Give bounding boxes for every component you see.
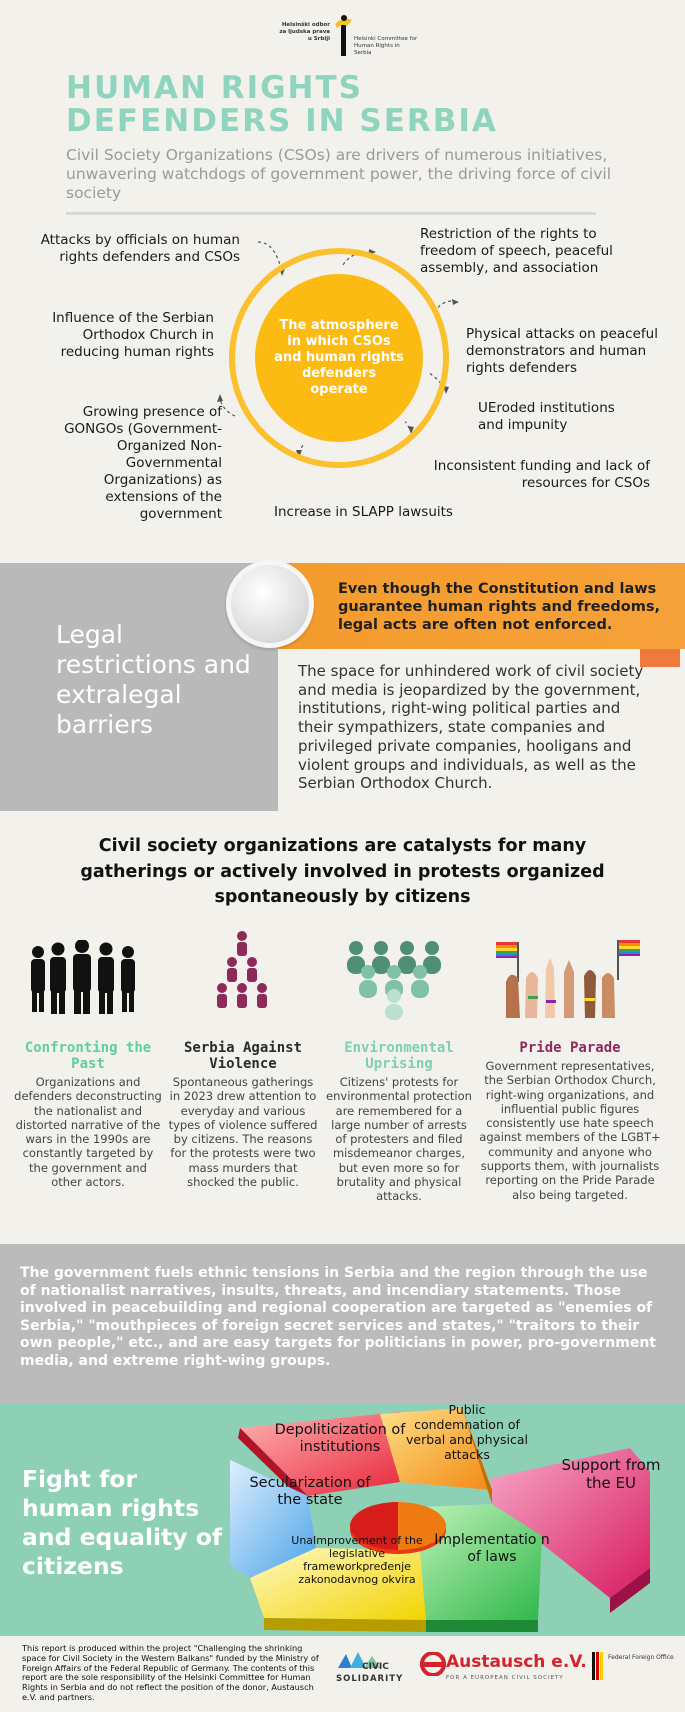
civic-solidarity-logo: [336, 1650, 406, 1696]
austausch-tagline: FOR A EUROPEAN CIVIL SOCIETY: [446, 1675, 564, 1681]
atmosphere-item-slapp: Increase in SLAPP lawsuits: [274, 504, 453, 520]
decorative-circle: [226, 560, 314, 648]
federal-foreign-office-logo: [592, 1648, 680, 1688]
ffo-label: Federal Foreign Office: [608, 1654, 674, 1661]
catalyst-heading: Pride Parade: [519, 1040, 621, 1056]
atmosphere-item-funding: Inconsistent funding and lack of resources for CSOs: [433, 458, 650, 491]
atmosphere-item-attacks-officials: Attacks by officials on human rights defenders and CSOs: [40, 232, 240, 265]
pride-hands-icon: [492, 938, 644, 1018]
divider: [66, 212, 596, 215]
solidarity-label: SOLIDARITY: [336, 1674, 404, 1684]
atmosphere-item-eroded-institutions: UEroded institutions and impunity: [478, 400, 615, 433]
logo-text-english: Helsinki Committee for Human Rights in Serbia: [354, 36, 418, 56]
footer-disclaimer: This report is produced within the project "Challenging the shrinking space for Civil Society in the Western Balkans" funded by the Ministry of Foreign Affairs of the Federal Republic of Germany. The contents of this report are the sole responsibility of the Helsinki Committee for Human Rights in Serbia and do not reflect the position of the donor, Austausch e.V. and partners.: [22, 1643, 319, 1702]
segment-support-eu: Support from the EU: [561, 1456, 661, 1492]
austausch-name: Austausch e.V.: [446, 1652, 587, 1672]
fight-section-title: Fight for human rights and equality of citizens: [22, 1465, 223, 1580]
people-group-icon: [26, 940, 142, 1014]
catalyst-card-serbia-against-violence: [168, 1040, 318, 1189]
tensions-text: The government fuels ethnic tensions in Serbia and the region through the use of nationalist narratives, insults, threats, and incendiary statements. Those involved in peacebuilding and regional cooperation are targeted as "enemies of Serbia," "mouthpieces of foreign secret services and states," "traitors to their own people," etc., and are easy targets for politicians in power, pro-government media, and extreme right-wing groups.: [20, 1265, 657, 1369]
segment-depoliticization: Depoliticization of institutions: [274, 1422, 406, 1455]
segment-secularization: Secularization of the state: [249, 1475, 371, 1508]
catalyst-body: Citizens' protests for environmental protection are remembered for a large number of arrests of protesters and filed misdemeanor charges, but even more so for brutality and physical attacks.: [326, 1075, 472, 1204]
catalyst-card-pride-parade: [478, 1040, 662, 1202]
legal-section-title: Legal restrictions and extralegal barriers: [56, 620, 251, 739]
catalyst-heading: Serbia Against Violence: [183, 1040, 302, 1072]
catalyst-card-confronting-past: [13, 1040, 163, 1189]
crowd-icon: [344, 938, 444, 1020]
title-line-2: DEFENDERS IN SERBIA: [66, 103, 498, 139]
hc-logo: [278, 14, 418, 60]
segment-public-condemnation: Public condemnation of verbal and physical attacks: [405, 1402, 528, 1462]
austausch-mark-icon: [420, 1652, 446, 1676]
catalyst-heading: Environmental Uprising: [344, 1040, 454, 1072]
catalyst-heading: Confronting the Past: [24, 1040, 152, 1072]
legal-body-text: The space for unhindered work of civil society and media is jeopardized by the government, institutions, right-wing political parties and their sympathizers, state companies and privileged private companies, hooligans and violent groups and individuals, as well as the Serbian Orthodox Church.: [298, 662, 644, 793]
logo-text-serbian: Helsinški odbor za ljudska prava u Srbiji: [279, 22, 330, 42]
segment-legislative: UnaImprovement of the legislative frameworkpređenje zakonodavnog okvira: [291, 1534, 423, 1586]
people-pyramid-icon: [206, 930, 278, 1020]
atmosphere-item-restriction-rights: Restriction of the rights to freedom of speech, peaceful assembly, and association: [420, 226, 613, 276]
atmosphere-center-label: The atmosphere in which CSOs and human rights defenders operate: [274, 318, 404, 397]
civic-label: CIVIC: [362, 1662, 389, 1672]
page-title: [66, 72, 626, 138]
catalysts-title: Civil society organizations are catalysts for many gatherings or actively involved in protests organized spontaneously by citizens: [80, 836, 605, 907]
atmosphere-item-physical-attacks: Physical attacks on peaceful demonstrators and human rights defenders: [466, 326, 658, 376]
atmosphere-item-orthodox-church: Influence of the Serbian Orthodox Church in reducing human rights: [52, 310, 214, 360]
catalyst-body: Government representatives, the Serbian Orthodox Church, right-wing organizations, and influential public figures consistently use hate speech against members of the LGBT+ community and anyone who supports them, with journalists reporting on the Pride Parade also being targeted.: [479, 1059, 661, 1202]
atmosphere-center: [255, 274, 423, 442]
figure-logo-icon: [333, 14, 353, 58]
catalyst-body: Spontaneous gatherings in 2023 drew attention to everyday and various types of violence suffered by citizens. The reasons for the protests were two mass murders that shocked the public.: [168, 1075, 318, 1190]
catalyst-card-environmental-uprising: [324, 1040, 474, 1204]
catalyst-body: Organizations and defenders deconstructing the nationalist and distorted narrative of the wars in the 1990s are constantly targeted by the government and other actors.: [14, 1075, 162, 1190]
segment-implementation: Implementatio n of laws: [434, 1532, 550, 1565]
page-subtitle: Civil Society Organizations (CSOs) are drivers of numerous initiatives, unwavering watchdogs of government power, the driving force of civil society: [66, 146, 611, 202]
austausch-logo: [420, 1650, 587, 1690]
title-line-1: HUMAN RIGHTS: [66, 70, 363, 106]
atmosphere-item-gongos: Growing presence of GONGOs (Government-Organized Non-Governmental Organizations) as extensions of the government: [64, 404, 222, 522]
german-flag-icon: [592, 1652, 604, 1680]
legal-highlight-text: Even though the Constitution and laws guarantee human rights and freedoms, legal acts are often not enforced.: [338, 581, 660, 633]
